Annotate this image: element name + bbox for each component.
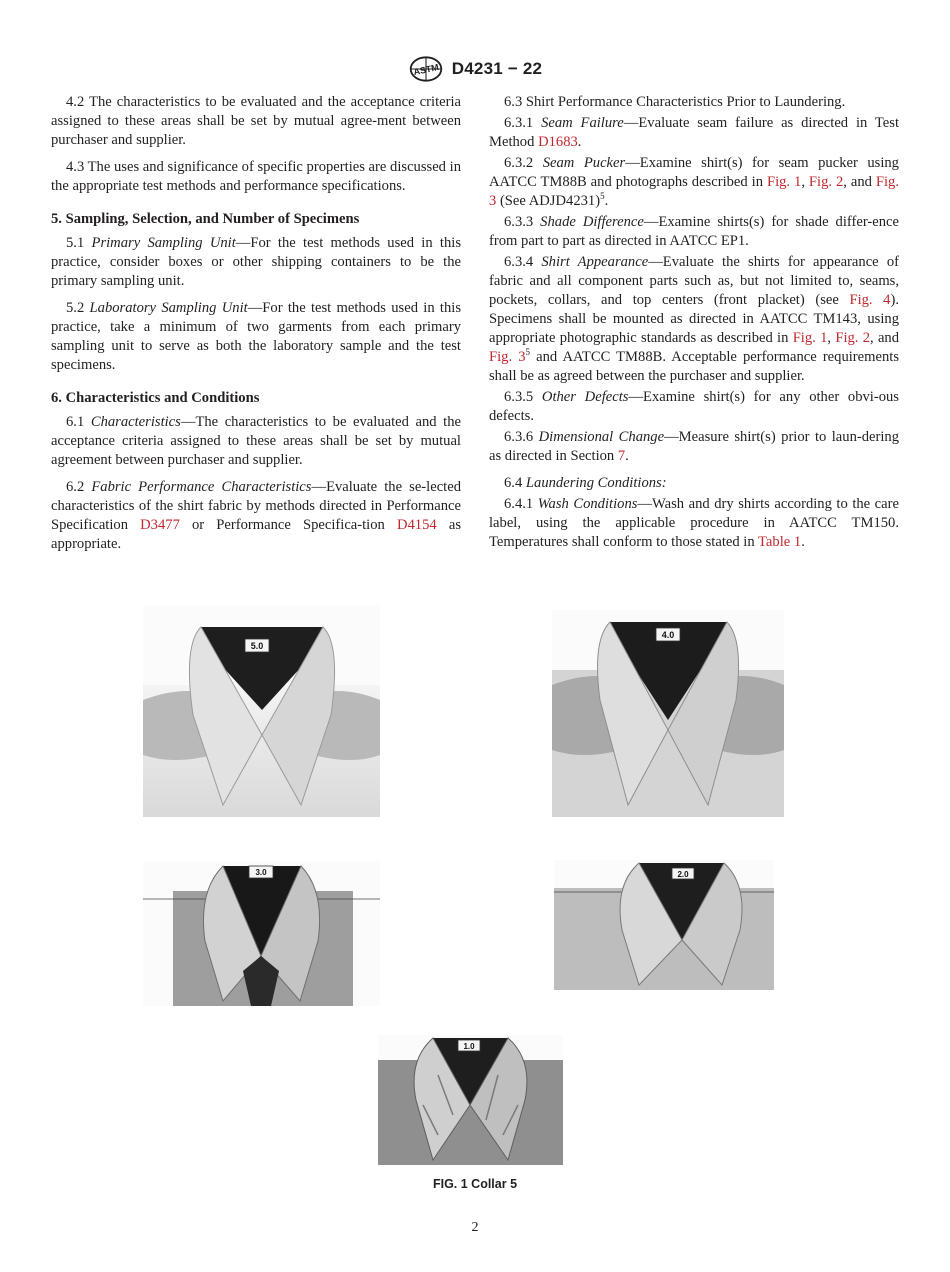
astm-logo-icon [408, 55, 444, 83]
section-heading-6: 6. Characteristics and Conditions [51, 390, 260, 406]
grade-label: 3.0 [255, 868, 267, 877]
ref-link-fig-3[interactable]: Fig. 3 [489, 349, 526, 365]
collar-photo-grade-2 [554, 860, 774, 990]
footnote-ref: 5 [525, 347, 531, 357]
paragraph-4-3: 4.3 The uses and significance of specific properties are discussed in the appropriate test methods and performance specifications. [51, 159, 461, 194]
ref-link-fig-4[interactable]: Fig. 4 [849, 292, 891, 308]
collar-photo-grade-4 [552, 610, 784, 817]
footnote-ref: 5 [600, 191, 605, 201]
paragraph-6-3-1: 6.3.1 Seam Failure—Evaluate seam failure as directed in Test Method D1683. [489, 115, 900, 150]
paragraph-4-2: 4.2 The characteristics to be evaluated and the acceptance criteria assigned to these areas shall be set by mutual agree-ment between purchaser and supplier. [51, 94, 461, 148]
ref-link-d1683[interactable]: D1683 [538, 134, 578, 150]
section-heading-5: 5. Sampling, Selection, and Number of Specimens [51, 211, 360, 227]
ref-link-d4154[interactable]: D4154 [396, 517, 437, 533]
ref-link-fig-1[interactable]: Fig. 1 [766, 174, 802, 190]
ref-link-fig-2[interactable]: Fig. 2 [835, 330, 871, 346]
paragraph-5-2: 5.2 Laboratory Sampling Unit—For the test methods used in this practice, take a minimum of two garments from each primary sampling unit to serve as both the laboratory sample and the test specimens. [51, 300, 461, 373]
collar-photo-grade-1 [378, 1035, 563, 1165]
left-column [51, 93, 461, 562]
collar-photo-grade-3 [143, 861, 380, 1006]
grade-label: 2.0 [677, 870, 689, 879]
page-number: 2 [471, 1220, 479, 1235]
paragraph-6-3-4: 6.3.4 Shirt Appearance—Evaluate the shirts for appearance of fabric and all component parts such as, but not limited to, seams, pockets, collars, and top centers (front placket) (see Fig. 4). Specimens shall be mounted as directed in AATCC TM143, using appropriate photographic standards as described in Fig. 1, Fig. 2, and Fig. $3^5$ and AATCC TM88B. Acceptable performance requirements shall be as agreed between the purchaser and supplier. [489, 254, 900, 384]
grade-label: 1.0 [463, 1042, 475, 1051]
paragraph-6-3: 6.3 Shirt Performance Characteristics Prior to Laundering. [504, 94, 846, 110]
paragraph-6-1: 6.1 Characteristics—The characteristics to be evaluated and the acceptance criteria assigned to these areas shall be set by mutual agreement between purchaser and supplier. [51, 414, 461, 468]
ref-link-fig-1[interactable]: Fig. 1 [792, 330, 828, 346]
paragraph-6-3-5: 6.3.5 Other Defects—Examine shirt(s) for any other obvi-ous defects. [489, 389, 899, 424]
svg-text:ASTM: ASTM [412, 62, 440, 78]
grade-label: 4.0 [661, 630, 675, 640]
paragraph-6-3-6: 6.3.6 Dimensional Change—Measure shirt(s) prior to laun-dering as directed in Section 7. [489, 429, 900, 464]
paragraph-6-2: 6.2 Fabric Performance Characteristics—Evaluate the se-lected characteristics of the shirt fabric by methods directed in Performance Specification D3477 or Performance Specifica-tion D4154 as appropriate. [51, 479, 461, 552]
right-column [489, 93, 899, 554]
ref-link-table-1[interactable]: Table 1 [758, 534, 802, 550]
ref-link-fig-2[interactable]: Fig. 2 [808, 174, 844, 190]
figure-caption: FIG. 1 Collar 5 [432, 1177, 518, 1191]
paragraph-6-3-2: 6.3.2 Seam Pucker—Examine shirt(s) for seam pucker using AATCC TM88B and photographs described in Fig. 1, Fig. 2, and Fig. 3 (See ADJD4231)$^5$. [489, 155, 899, 209]
paragraph-6-4-1: 6.4.1 Wash Conditions—Wash and dry shirts according to the care label, using the applicable procedure in AATCC TM150. Temperatures shall conform to those stated in Table 1. [489, 496, 899, 550]
ref-link-section-7[interactable]: 7 [617, 448, 626, 464]
paragraph-6-3-3: 6.3.3 Shade Difference—Examine shirts(s) for shade differ-ence from part to part as directed in AATCC EP1. [489, 214, 899, 249]
ref-link-d3477[interactable]: D3477 [140, 517, 180, 533]
grade-label: 5.0 [250, 641, 264, 651]
collar-photo-grade-5 [143, 605, 380, 817]
ref-link-fig-3[interactable]: Fig. 3 [489, 174, 899, 209]
paragraph-5-1: 5.1 Primary Sampling Unit—For the test methods used in this practice, consider boxes or other shipping containers to be the primary sampling unit. [51, 235, 461, 289]
document-designation: D4231 − 22 [451, 59, 543, 78]
page-header [0, 54, 950, 84]
paragraph-6-4: 6.4 Laundering Conditions: [504, 475, 667, 491]
